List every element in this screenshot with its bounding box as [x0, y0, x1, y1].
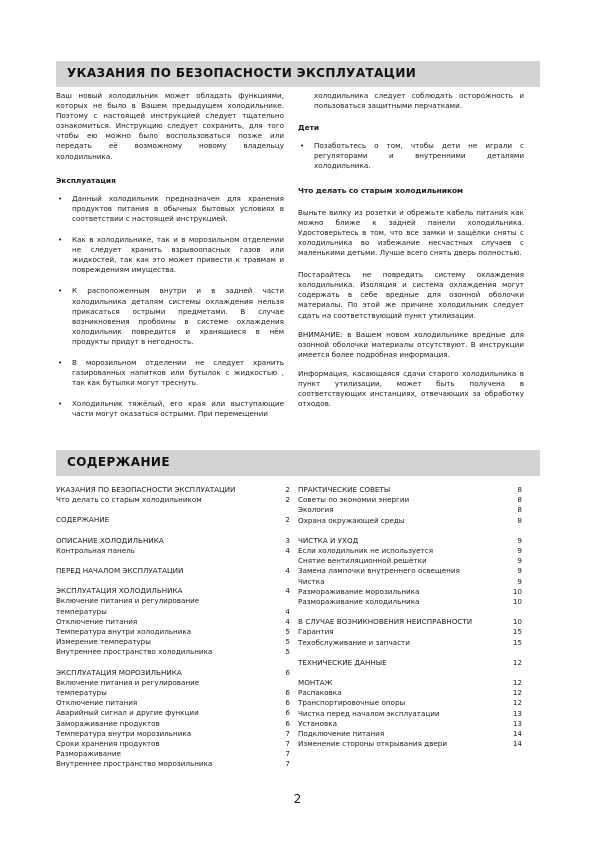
bullet-icon: •: [58, 193, 63, 203]
toc-entry-page: 15: [512, 637, 522, 647]
toc-entry-label: Отключение питания: [56, 698, 138, 708]
toc-entry[interactable]: [56, 627, 290, 637]
toc-entry-page: 12: [512, 698, 522, 708]
toc-entry[interactable]: [56, 607, 290, 617]
toc-entry[interactable]: [56, 678, 290, 688]
old-fridge-heading: Что делать со старым холодильником: [298, 185, 464, 195]
toc-entry-page: 8: [517, 495, 522, 505]
bullet-icon: •: [58, 286, 63, 296]
toc-entry[interactable]: [56, 566, 290, 576]
toc-entry-page: [280, 596, 290, 606]
toc-entry-page: 9: [517, 576, 522, 586]
toc-entry-label: Включение питания и регулирование: [56, 596, 200, 606]
toc-entry-label: ПЕРЕД НАЧАЛОМ ЭКСПЛУАТАЦИИ: [56, 566, 184, 576]
toc-entry-label: Техобслуживание и запчасти: [298, 637, 410, 647]
old-fridge-paragraph: ВНИМАНИЕ: в Вашем новом холодильнике вредные для озонной оболочки материалы отсутствуют. В инструкции имеется более подробная информация.: [298, 329, 524, 359]
toc-entry-label: температуры: [56, 606, 107, 616]
toc-entry[interactable]: [298, 566, 522, 576]
toc-entry-page: 12: [512, 688, 522, 698]
toc-entry[interactable]: [298, 658, 522, 668]
toc-entry-page: 10: [512, 617, 522, 627]
toc-entry-label: ОПИСАНИЕ ХОЛОДИЛЬНИКА: [56, 535, 164, 545]
toc-entry[interactable]: [56, 637, 290, 647]
toc-entry[interactable]: [56, 668, 290, 678]
toc-entry[interactable]: [298, 678, 522, 688]
toc-entry-page: 7: [285, 759, 290, 769]
toc-entry[interactable]: [56, 515, 290, 525]
toc-entry-page: 7: [285, 739, 290, 749]
toc-entry-label: Установка: [298, 718, 338, 728]
toc-entry[interactable]: [298, 617, 522, 627]
bullet-icon: •: [58, 357, 63, 367]
old-fridge-paragraph: Выньте вилку из розетки и обрежьте кабель питания как можно ближе к задней панели холодильника. Удостоверьтесь в том, что все замки и защёлки сняты с холодильника во избежание несчастных случаев с маленькими детьми. Лучше всего снять дверь полностью.: [298, 207, 524, 258]
toc-entry[interactable]: [298, 719, 522, 729]
toc-entry-label: Отключение питания: [56, 616, 138, 626]
toc-entry-page: 6: [285, 667, 290, 677]
toc-entry[interactable]: [56, 647, 290, 657]
toc-entry-page: 8: [517, 515, 522, 525]
toc-entry[interactable]: [298, 495, 522, 505]
toc-right-column: [298, 485, 522, 749]
toc-entry-page: [280, 678, 290, 688]
toc-entry[interactable]: [56, 617, 290, 627]
toc-entry-label: Экология: [298, 505, 334, 515]
toc-spacer: [298, 648, 522, 658]
old-fridge-paragraph: Информация, касающаяся сдачи старого холодильника в пункт утилизации, может быть получена в соответствующих инстанциях, отвечающих за обработку отходов.: [298, 368, 524, 409]
bullet-icon: •: [58, 399, 63, 409]
operation-continuation: холодильника следует соблюдать осторожность и пользоваться защитными перчатками.: [314, 91, 524, 111]
toc-entry[interactable]: [56, 698, 290, 708]
toc-entry[interactable]: [298, 627, 522, 637]
toc-entry-label: Подключение питания: [298, 729, 385, 739]
toc-entry-page: 2: [285, 485, 290, 494]
safety-right-column: [298, 91, 524, 418]
toc-entry-page: 9: [517, 546, 522, 556]
toc-entry[interactable]: [56, 759, 290, 769]
toc-entry[interactable]: [298, 536, 522, 546]
toc-entry-label: СОДЕРЖАНИЕ: [56, 515, 110, 525]
toc-entry-label: Температура внутри морозильника: [56, 728, 192, 738]
toc-entry-page: 6: [285, 718, 290, 728]
contents-section-title: СОДЕРЖАНИЕ: [67, 455, 170, 469]
children-item: • Позаботьтесь о том, чтобы дети не играли с регуляторами и внутренними деталями холодильника.: [300, 141, 524, 171]
toc-entry-page: 9: [517, 556, 522, 566]
toc-entry[interactable]: [298, 577, 522, 587]
toc-entry-page: 3: [285, 535, 290, 545]
operation-item: • Как в холодильнике, так и в морозильном отделении не следует хранить взрывоопасных газов или жидкостей, так как это может привести к травмам и повреждениям имущества.: [58, 235, 284, 275]
operation-item: • В морозильном отделении не следует хранить газированных напитков или бутылок с жидкостью , так как бутылки могут треснуть.: [58, 357, 284, 388]
safety-section-title: УКАЗАНИЯ ПО БЕЗОПАСНОСТИ ЭКСПЛУАТАЦИИ: [67, 66, 417, 80]
toc-entry-page: 6: [285, 698, 290, 708]
toc-entry-page: 13: [512, 718, 522, 728]
toc-entry[interactable]: [298, 638, 522, 648]
toc-entry-label: ПРАКТИЧЕСКИЕ СОВЕТЫ: [298, 485, 391, 494]
toc-entry-page: 7: [285, 728, 290, 738]
children-heading: Дети: [298, 123, 320, 133]
toc-entry-page: 8: [517, 505, 522, 515]
toc-spacer: [56, 576, 290, 586]
bullet-icon: •: [300, 141, 305, 151]
toc-entry-page: 4: [285, 566, 290, 576]
toc-entry-page: 9: [517, 535, 522, 545]
toc-entry-page: 9: [517, 566, 522, 576]
toc-entry-label: Внутреннее пространство морозильника: [56, 759, 213, 769]
toc-entry-label: Аварийный сигнал и другие функции: [56, 708, 199, 718]
toc-entry[interactable]: [298, 597, 522, 607]
toc-entry-label: Советы по экономии энергии: [298, 495, 410, 505]
toc-entry-label: Размораживание холодильника: [298, 597, 420, 607]
toc-entry[interactable]: [298, 516, 522, 526]
toc-entry-label: Замена лампочки внутреннего освещения: [298, 566, 460, 576]
toc-entry-label: ЧИСТКА И УХОД: [298, 535, 359, 545]
toc-left-column: [56, 485, 290, 770]
toc-entry[interactable]: [298, 546, 522, 556]
toc-entry-label: Внутреннее пространство холодильника: [56, 647, 213, 657]
toc-entry[interactable]: [56, 729, 290, 739]
toc-spacer: [298, 607, 522, 617]
toc-entry-page: 6: [285, 708, 290, 718]
page-number: 2: [293, 792, 302, 806]
toc-entry-label: Транспортировочные опоры: [298, 698, 406, 708]
toc-entry-page: 8: [517, 485, 522, 494]
operation-item: • Холодильник тяжёлый, его края или выступающие части могут оказаться острыми. При перемещении: [58, 399, 284, 419]
bullet-icon: •: [58, 235, 63, 245]
toc-entry-page: 4: [285, 606, 290, 616]
toc-entry-label: ЭКСПЛУАТАЦИЯ МОРОЗИЛЬНИКА: [56, 667, 182, 677]
toc-entry[interactable]: [298, 709, 522, 719]
toc-entry[interactable]: [298, 485, 522, 495]
safety-section-banner: [56, 61, 540, 87]
toc-entry-label: Измерение температуры: [56, 637, 151, 647]
toc-entry-label: Снятие вентиляционной решётки: [298, 556, 427, 566]
toc-entry[interactable]: [298, 739, 522, 749]
toc-entry-page: 5: [285, 647, 290, 657]
toc-entry-label: Если холодильник не используется: [298, 546, 434, 556]
toc-entry-label: Температура внутри холодильника: [56, 627, 192, 637]
toc-entry-page: 12: [512, 678, 522, 688]
toc-entry-label: температуры: [56, 688, 107, 698]
toc-entry-label: Чистка перед началом эксплуатации: [298, 708, 440, 718]
toc-entry[interactable]: [298, 698, 522, 708]
toc-entry-page: 4: [285, 586, 290, 596]
toc-entry-label: Размораживание морозильника: [298, 586, 420, 596]
toc-entry[interactable]: [56, 719, 290, 729]
toc-entry[interactable]: [56, 749, 290, 759]
toc-spacer: [298, 668, 522, 678]
toc-entry-label: Гарантия: [298, 627, 334, 637]
operation-item: • Данный холодильник предназначен для хранения продуктов питания в обычных бытовых условиях в соответствии с настоящей инструкцией.: [58, 193, 284, 223]
toc-spacer: [56, 658, 290, 668]
toc-entry-label: Включение питания и регулирование: [56, 677, 200, 687]
toc-spacer: [298, 526, 522, 536]
toc-entry-page: 4: [285, 545, 290, 555]
toc-entry-page: 12: [512, 657, 522, 667]
toc-entry-label: Сроки хранения продуктов: [56, 739, 160, 749]
toc-spacer: [56, 556, 290, 566]
toc-entry-label: Что делать со старым холодильником: [56, 495, 202, 505]
toc-entry[interactable]: [56, 495, 290, 505]
toc-entry[interactable]: [298, 688, 522, 698]
toc-spacer: [56, 505, 290, 515]
toc-entry-page: 2: [285, 495, 290, 505]
operation-item: • К расположенным внутри и в задней части холодильника деталям системы охлаждения нельзя прикасаться острыми предметами. В случае возникновения пробоины в системе охлаждения холодильник повредится и хранящиеся в нём продукты придут в негодность.: [58, 286, 284, 346]
toc-entry-page: 10: [512, 586, 522, 596]
toc-entry-label: В СЛУЧАЕ ВОЗНИКНОВЕНИЯ НЕИСПРАВНОСТИ: [298, 617, 473, 627]
toc-entry-page: 2: [285, 515, 290, 525]
toc-entry-label: Размораживание: [56, 749, 121, 759]
safety-intro: Ваш новый холодильник может обладать функциями, которых не было в Вашем предыдущем холодильнике. Поэтому с настоящей инструкцией следует тщательно ознакомиться. Инструкцию следует сохранить, для того чтобы ею можно было воспользоваться позже или передать её возможному новому владельцу холодильника.: [56, 91, 284, 161]
toc-entry[interactable]: [56, 546, 290, 556]
toc-entry-page: 13: [512, 708, 522, 718]
toc-spacer: [56, 526, 290, 536]
toc-entry[interactable]: [56, 586, 290, 596]
toc-entry-label: Контрольная панель: [56, 545, 135, 555]
toc-entry-label: Распаковка: [298, 688, 342, 698]
toc-entry-page: 6: [285, 688, 290, 698]
safety-left-column: [56, 91, 284, 430]
toc-entry-label: Чистка: [298, 576, 325, 586]
toc-entry-label: ЭКСПЛУАТАЦИЯ ХОЛОДИЛЬНИКА: [56, 586, 183, 596]
toc-entry-page: 14: [512, 729, 522, 739]
toc-entry-label: УКАЗАНИЯ ПО БЕЗОПАСНОСТИ ЭКСПЛУАТАЦИИ: [56, 485, 236, 494]
toc-entry-label: МОНТАЖ: [298, 678, 333, 688]
toc-entry[interactable]: [56, 708, 290, 718]
toc-entry[interactable]: [56, 688, 290, 698]
toc-entry-label: Замораживание продуктов: [56, 718, 160, 728]
toc-entry-page: 5: [285, 637, 290, 647]
toc-entry-page: 10: [512, 597, 522, 607]
toc-entry[interactable]: [298, 587, 522, 597]
toc-entry-page: 4: [285, 616, 290, 626]
toc-entry[interactable]: [298, 729, 522, 739]
toc-entry-page: 14: [512, 739, 522, 749]
toc-entry-page: 5: [285, 627, 290, 637]
toc-entry-page: 7: [285, 749, 290, 759]
toc-entry-label: Изменение стороны открывания двери: [298, 739, 448, 749]
toc-entry-page: 15: [512, 627, 522, 637]
toc-entry[interactable]: [56, 739, 290, 749]
operation-heading: Эксплуатация: [56, 175, 116, 185]
children-list: [298, 141, 524, 171]
toc-entry-label: Охрана окружающей среды: [298, 515, 405, 525]
contents-section-banner: [56, 450, 540, 476]
operation-list: [56, 194, 284, 420]
toc-entry[interactable]: [56, 596, 290, 606]
toc-entry[interactable]: [56, 536, 290, 546]
toc-entry[interactable]: [298, 556, 522, 566]
toc-entry[interactable]: [298, 505, 522, 515]
old-fridge-paragraph: Постарайтесь не повредить систему охлаждения холодильника. Изоляция и система охлаждения могут содержать в себе вредные для озонной оболочки материалы. По этой же причине холодильник следует сдать на соответствующий пункт утилизации.: [298, 270, 524, 320]
toc-entry-label: ТЕХНИЧЕСКИЕ ДАННЫЕ: [298, 657, 387, 667]
toc-entry[interactable]: [56, 485, 290, 495]
